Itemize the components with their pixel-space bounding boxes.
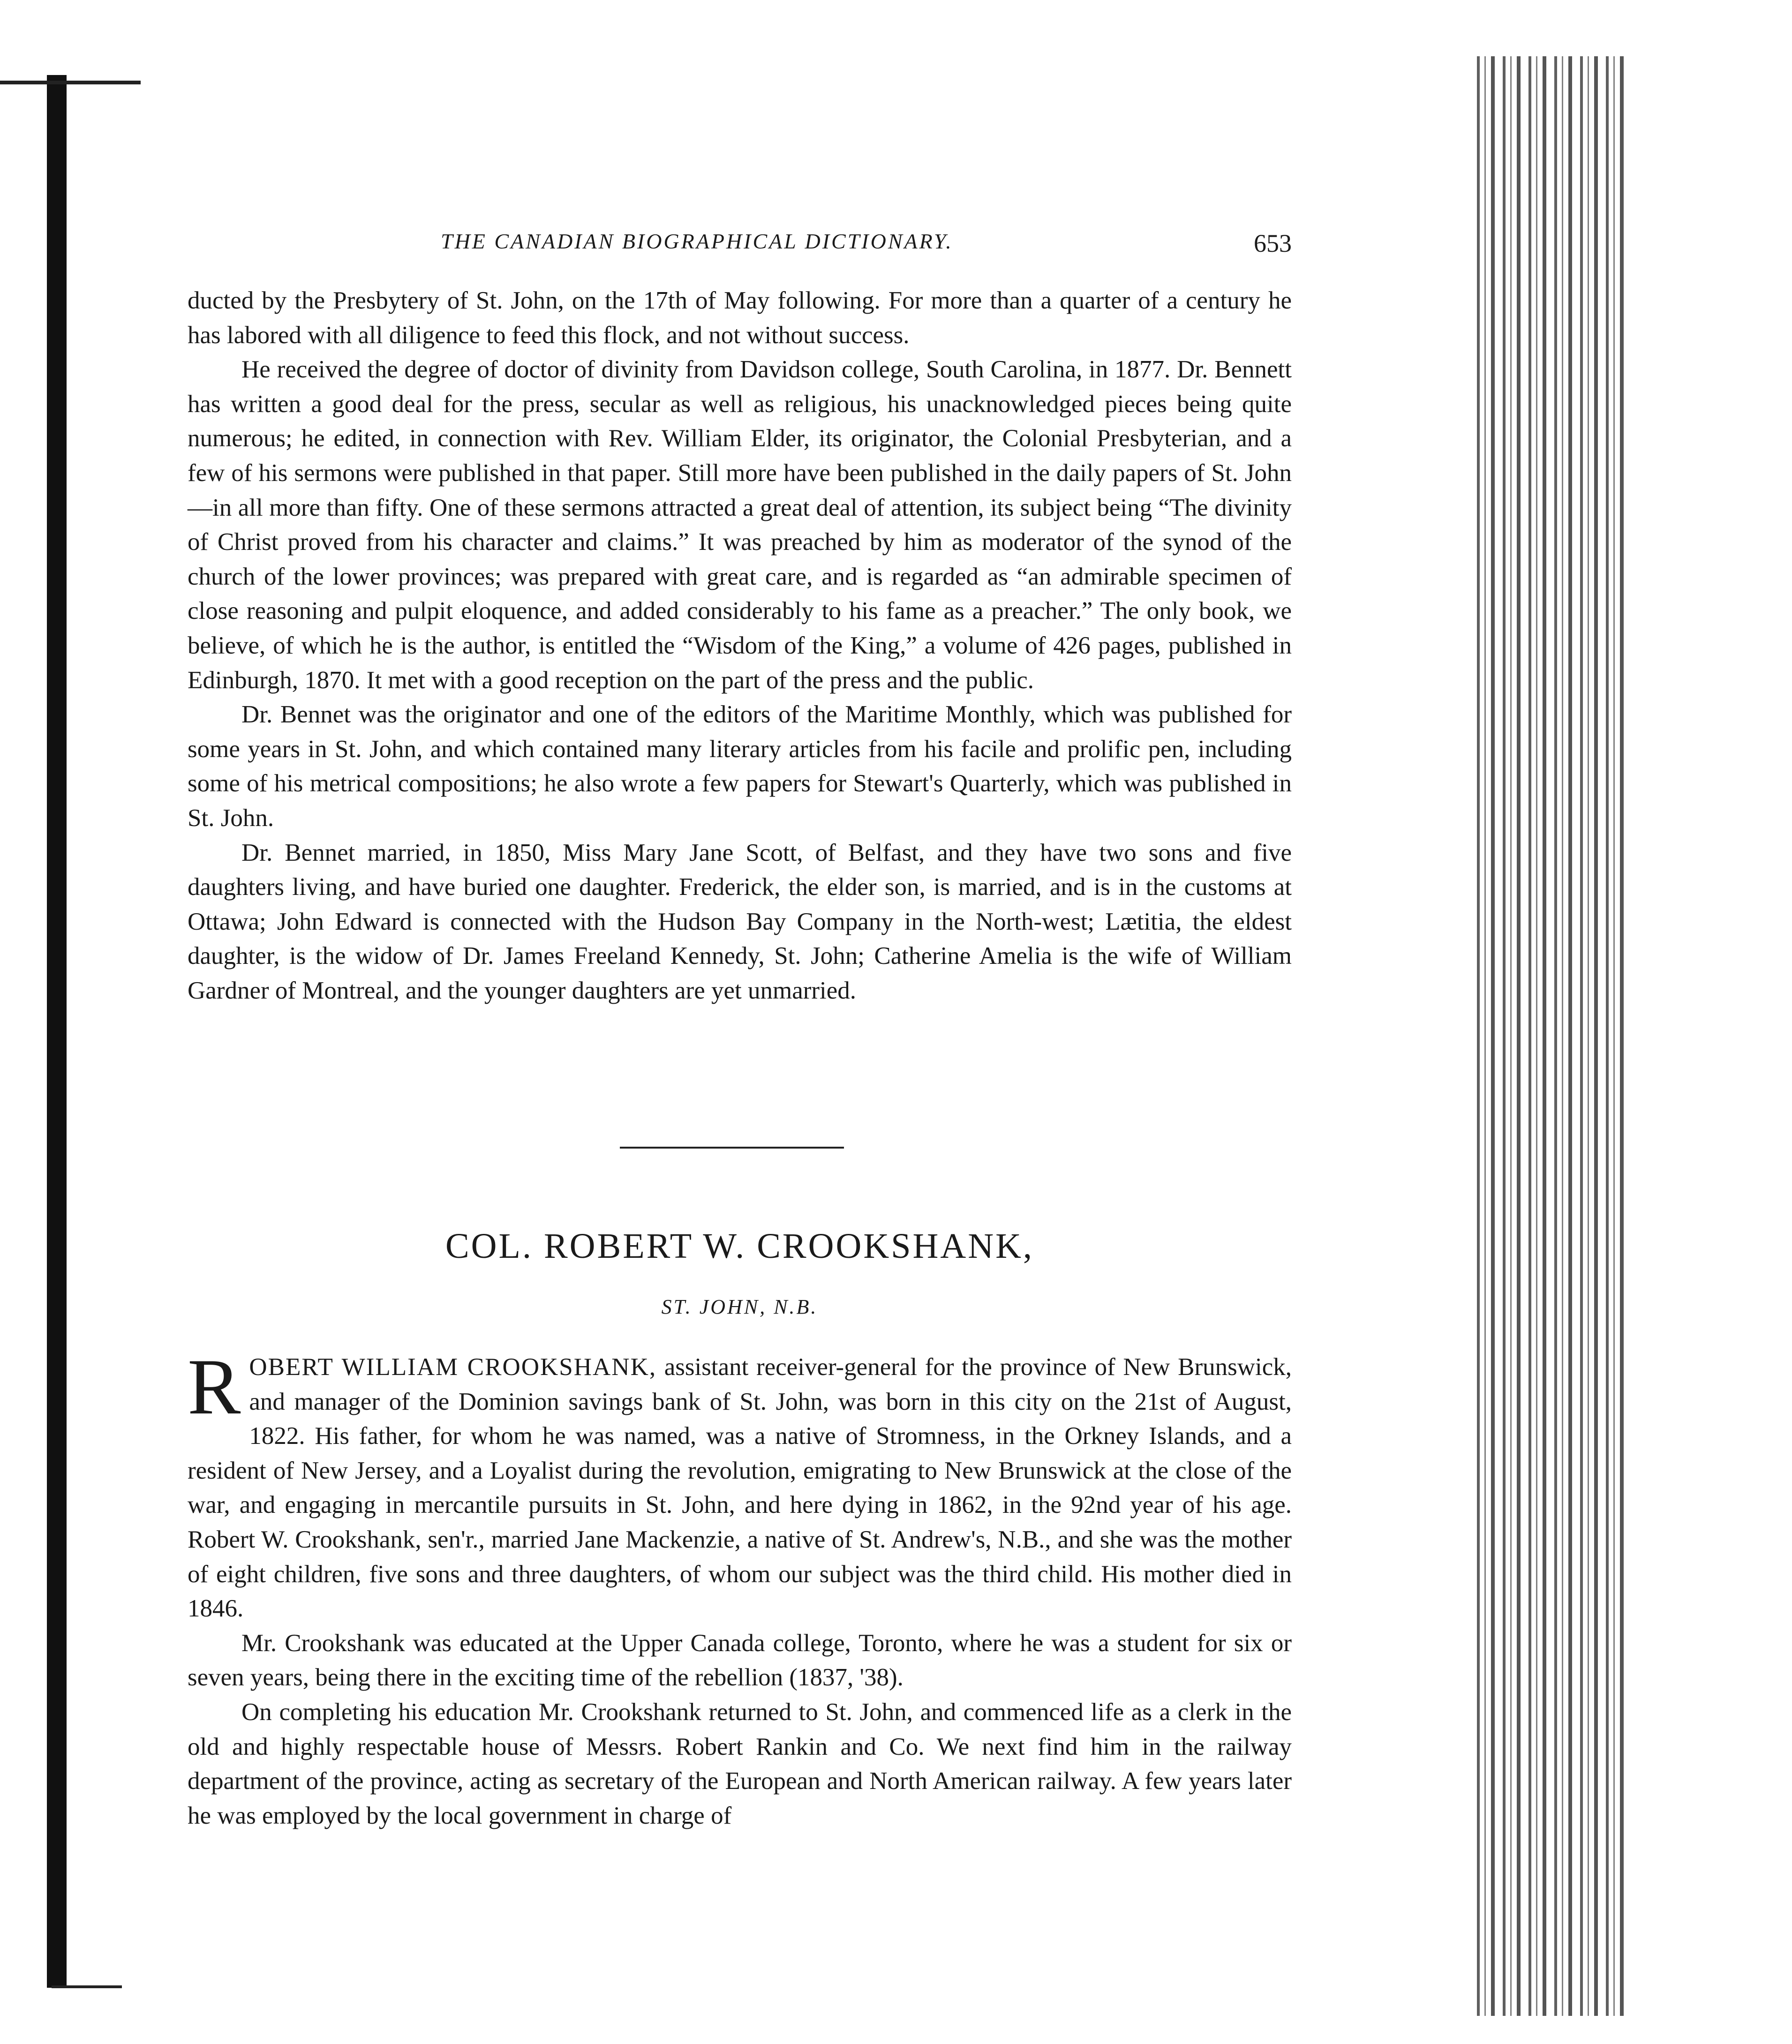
running-title: THE CANADIAN BIOGRAPHICAL DICTIONARY. [441,229,953,253]
crookshank-section [188,1343,1292,1833]
running-head [188,229,1292,262]
bennett-section [188,284,1292,1008]
binding-mark-top [0,81,141,84]
paragraph: ducted by the Presbytery of St. John, on the 17th of May following. For more than a quarter of a century he has labored with all diligence to feed this flock, and not without success. [188,287,1292,349]
biography-location: ST. JOHN, N.B. [661,1295,818,1318]
paragraph-text: assistant receiver-general for the province of New Brunswick, and manager of the Dominion savings bank of St. John, was born in this city on the 21st of August, 1822. His father, for whom he was named, was a native of Stromness, in the Orkney Islands, and a resident of New Jersey, and a Loyalist during the revolution, emigrating to New Brunswick at the close of the war, and engaging in mercantile pursuits in St. John, and here dying in 1862, in the 92nd year of his age. Robert W. Crookshank, sen'r., married Jane Mackenzie, a native of St. Andrew's, N.B., and she was the mother of eight children, five sons and three daughters, of whom our subject was the third child. His mother died in 1846. [188,1353,1292,1623]
drop-cap: R [188,1343,241,1431]
paragraph [188,1343,1292,1626]
page-number: 653 [1254,229,1292,257]
paragraph: Mr. Crookshank was educated at the Upper Canada college, Toronto, where he was a student for six or seven years, being there in the exciting time of the rebellion (1837, '38). [188,1629,1292,1691]
paragraph: On completing his education Mr. Crookshank returned to St. John, and commenced life as a clerk in the old and highly respectable house of Messrs. Robert Rankin and Co. We next find him in the railway department of the province, acting as secretary of the European and North American railway. A few years later he was employed by the local government in charge of [188,1698,1292,1829]
page-stack-edge [1477,56,1632,2016]
lead-caps: OBERT WILLIAM CROOKSHANK, [249,1353,657,1381]
biography-title: COL. ROBERT W. CROOKSHANK, [445,1226,1034,1266]
section-divider [620,1147,844,1149]
paragraph: He received the degree of doctor of divinity from Davidson college, South Carolina, in 1877. Dr. Bennett has written a good deal for the press, secular as well as religious, his unacknowledged pieces being quite numerous; he edited, in connection with Rev. William Elder, its originator, the Colonial Presbyterian, and a few of his sermons were published in that paper. Still more have been published in the daily papers of St. John—in all more than fifty. One of these sermons attracted a great deal of attention, its subject being “The divinity of Christ proved from his character and claims.” It was preached by him as moderator of the synod of the church of the lower provinces; was prepared with great care, and is regarded as “an admirable specimen of close reasoning and pulpit eloquence, and added considerably to his fame as a preacher.” The only book, we believe, of which he is the author, is entitled the “Wisdom of the King,” a volume of 426 pages, published in Edinburgh, 1870. It met with a good reception on the part of the press and the public. [188,356,1292,694]
paragraph: Dr. Bennet married, in 1850, Miss Mary Jane Scott, of Belfast, and they have two sons and five daughters living, and have buried one daughter. Frederick, the elder son, is married, and is in the customs at Ottawa; John Edward is connected with the Hudson Bay Company in the North-west; Lætitia, the eldest daughter, is the widow of Dr. James Freeland Kennedy, St. John; Catherine Amelia is the wife of William Gardner of Montreal, and the younger daughters are yet unmarried. [188,839,1292,1004]
binding-edge [47,75,67,1988]
binding-mark-bottom [52,1985,122,1988]
paragraph: Dr. Bennet was the originator and one of the editors of the Maritime Monthly, which was published for some years in St. John, and which contained many literary articles from his facile and prolific pen, including some of his metrical compositions; he also wrote a few papers for Stewart's Quarterly, which was published in St. John. [188,701,1292,832]
